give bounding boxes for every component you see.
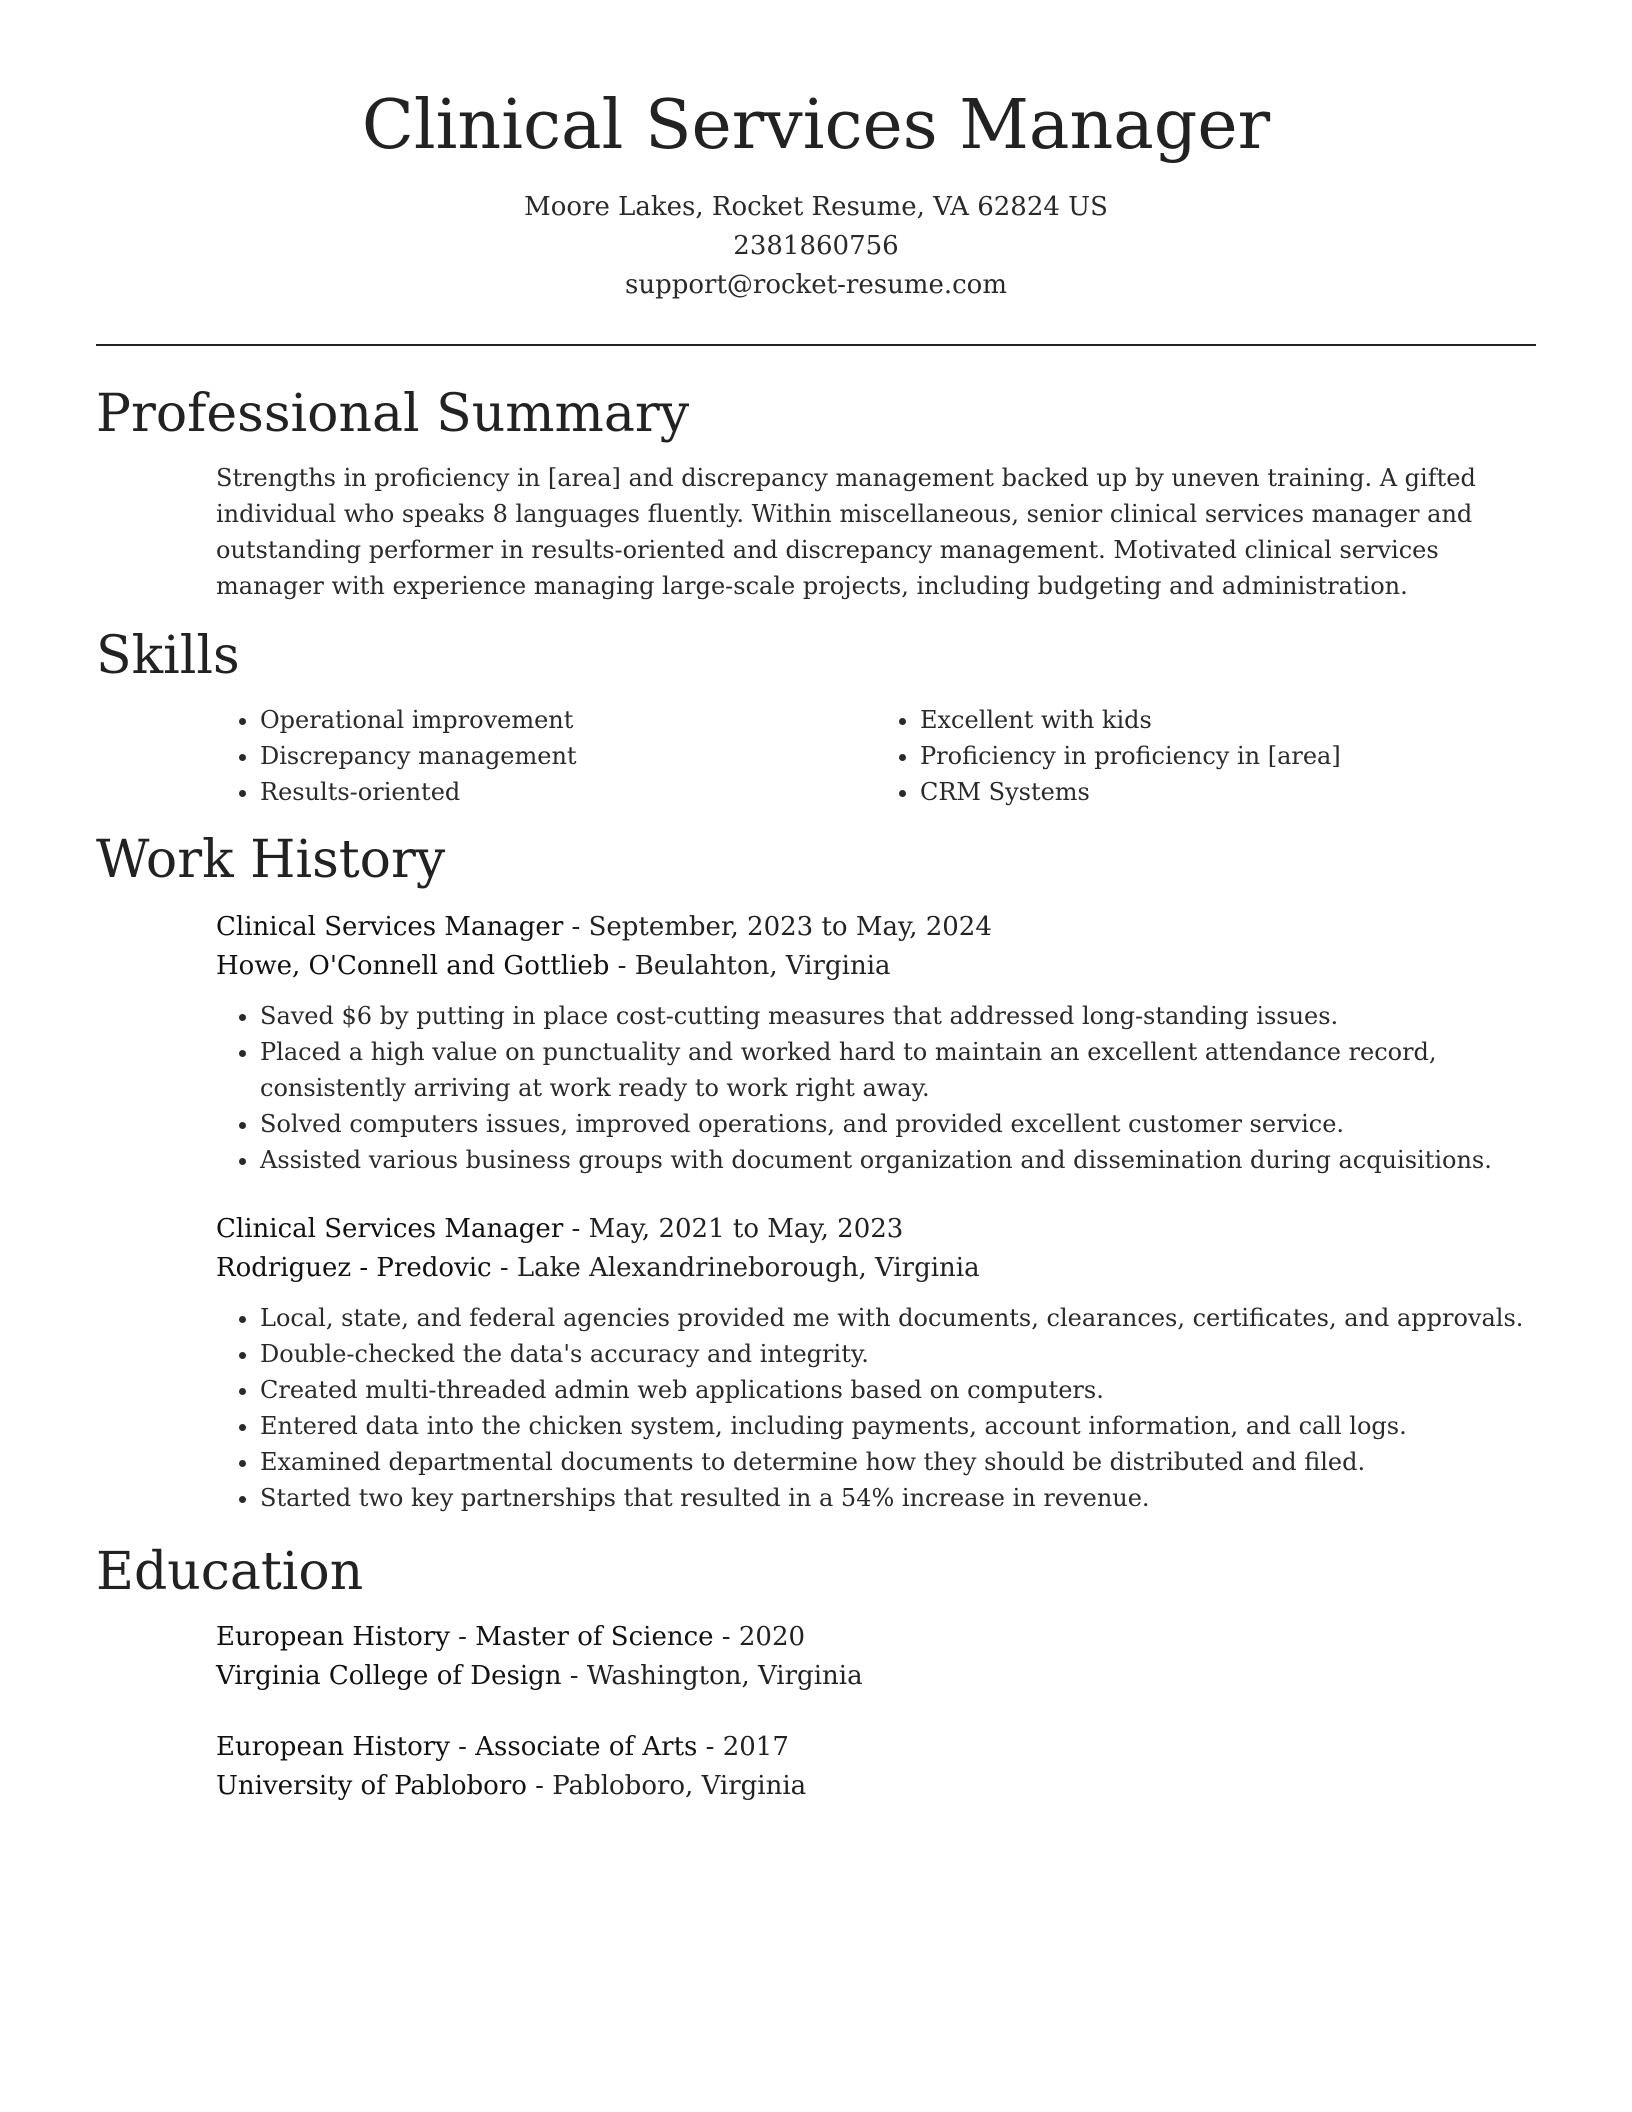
job-bullets [216,1300,1536,1516]
education-year: 2017 [722,1732,789,1762]
education-school: Virginia College of Design [216,1661,562,1691]
job-entry [216,1210,1536,1516]
education-heading: Education [96,1542,364,1602]
education-degree-line: European History - Associate of Arts - 2017 [216,1732,789,1762]
summary-text: Strengths in proficiency in [area] and discrepancy management backed up by uneven training. A gifted individual who speaks 8 languages fluently. Within miscellaneous, senior clinical services manager and outstanding performer in results-oriented and discrepancy management. Motivated clinical services manager with experience managing large-scale projects, including budgeting and administration. [216,464,1476,600]
education-degree: Master of Science [475,1622,714,1652]
job-company-line: Howe, O'Connell and Gottlieb - Beulahton, Virginia [216,951,891,981]
job-bullet: • Placed a high value on punctuality and worked hard to maintain an excellent attendance record, consistently arriving at work ready to work right away. [260,1034,1536,1106]
job-bullet: • Saved $6 by putting in place cost-cutting measures that addressed long-standing issues. [260,998,1536,1034]
skill-item: • Results-oriented [260,774,876,810]
job-company: Rodriguez - Predovic [216,1253,492,1283]
header-divider [96,344,1536,346]
education-field: European History [216,1622,450,1652]
resume-name: Clinical Services Manager [361,86,1271,165]
skill-item: • Excellent with kids [920,702,1536,738]
summary-heading: Professional Summary [96,384,690,444]
education-year: 2020 [738,1622,806,1652]
skills-column-left [216,702,876,810]
job-bullets [216,998,1536,1178]
contact-email: support@rocket-resume.com [624,270,1007,300]
education-section [96,1618,1536,1806]
job-company-line: Rodriguez - Predovic - Lake Alexandrineborough, Virginia [216,1253,980,1283]
job-bullet: • Assisted various business groups with document organization and dissemination during acquisitions. [260,1142,1536,1178]
education-degree: Associate of Arts [475,1732,698,1762]
skill-item: • Proficiency in proficiency in [area] [920,738,1536,774]
job-location: Beulahton, Virginia [634,951,891,981]
education-school-line: Virginia College of Design - Washington, Virginia [216,1661,863,1691]
job-dates: May, 2021 to May, 2023 [588,1214,904,1244]
education-school-line: University of Pabloboro - Pabloboro, Virginia [216,1771,807,1801]
job-company: Howe, O'Connell and Gottlieb [216,951,610,981]
job-bullet: • Double-checked the data's accuracy and integrity. [260,1336,1536,1372]
job-role: Clinical Services Manager [216,912,564,942]
resume-header [96,0,1536,305]
education-degree-line: European History - Master of Science - 2020 [216,1622,806,1652]
job-title-line: Clinical Services Manager - September, 2023 to May, 2024 [216,912,992,942]
job-bullet: • Local, state, and federal agencies provided me with documents, clearances, certificates, and approvals. [260,1300,1536,1336]
skill-item: • CRM Systems [920,774,1536,810]
job-bullet: • Started two key partnerships that resulted in a 54% increase in revenue. [260,1480,1536,1516]
education-location: Washington, Virginia [586,1661,863,1691]
job-bullet: • Examined departmental documents to determine how they should be distributed and filed. [260,1444,1536,1480]
job-title-line: Clinical Services Manager - May, 2021 to May, 2023 [216,1214,904,1244]
contact-address: Moore Lakes, Rocket Resume, VA 62824 US [524,192,1108,222]
contact-block [96,188,1536,305]
job-role: Clinical Services Manager [216,1214,564,1244]
job-bullet: • Entered data into the chicken system, including payments, account information, and call logs. [260,1408,1536,1444]
contact-phone: 2381860756 [733,231,899,261]
skills-grid [216,702,1536,810]
job-bullet: • Created multi-threaded admin web applications based on computers. [260,1372,1536,1408]
skills-heading: Skills [96,626,240,686]
work-history-section [96,908,1536,1516]
job-entry [216,908,1536,1178]
education-entry [216,1618,1536,1696]
education-field: European History [216,1732,450,1762]
work-history-heading: Work History [96,830,446,890]
skill-item: • Discrepancy management [260,738,876,774]
education-entry [216,1728,1536,1806]
job-location: Lake Alexandrineborough, Virginia [516,1253,980,1283]
education-location: Pabloboro, Virginia [552,1771,807,1801]
skills-section [96,702,1536,810]
skills-column-right [876,702,1536,810]
job-bullet: • Solved computers issues, improved operations, and provided excellent customer service. [260,1106,1536,1142]
education-school: University of Pabloboro [216,1771,527,1801]
job-dates: September, 2023 to May, 2024 [588,912,992,942]
skill-item: • Operational improvement [260,702,876,738]
